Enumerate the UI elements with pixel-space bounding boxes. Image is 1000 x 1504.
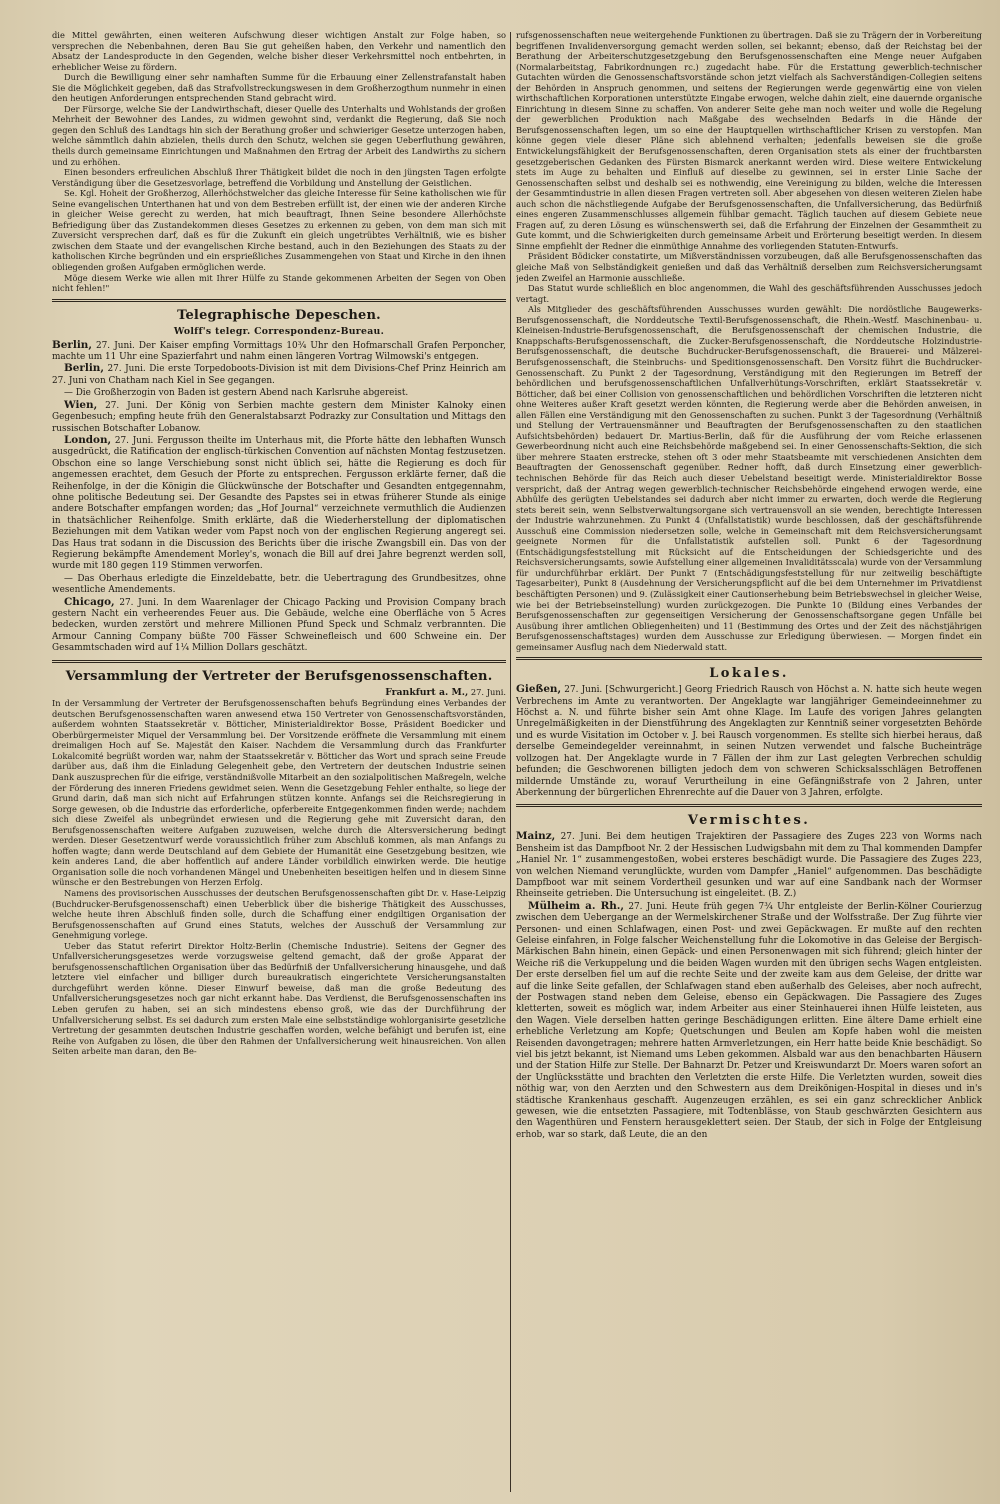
dispatch-place: Berlin, — [52, 338, 92, 351]
report-text: 27. Juni. [Schwurgericht.] Georg Friedrich Rausch von Höchst a. N. hatte sich heute wegen Verbrechens im Amte zu verantworten. Der Angeklagte war langjähriger Gemeindeeinnehmer zu Höchst a. N. und führte bisher sein Amt ohne Klage. Im Laufe des vorigen Jahres gelangten Unregelmäßigkeiten in der Dienstführung des Angeklagten zur Kenntniß seiner vorgesetzten Behörde und es wurde Visitation im October v. J. bei Rausch vorgenommen. Es stellte sich hierbei heraus, daß derselbe Gemeindegelder vereinnahmt, in seinen Nutzen verwendet und falsche Bucheinträge vollzogen hat. Der Angeklagte wurde in 7 Fällen der ihm zur Last gelegten Verbrechen schuldig befunden; die Geschworenen billigten jedoch dem von schweren Schicksalsschlägen Betroffenen mildernde Umstände zu, worauf Verurtheilung in eine Gefängnißstrafe von 2 Jahren, unter Aberkennung der bürgerlichen Ehrenrechte auf die Dauer von 3 Jahren, erfolgte. — [516, 685, 982, 798]
vermischtes-section — [516, 813, 982, 1141]
section-rule — [516, 804, 982, 807]
dispatch-text: — Die Großherzogin von Baden ist gestern Abend nach Karlsruhe abgereist. — [64, 388, 409, 399]
dispatch-text: 27. Juni. Fergusson theilte im Unterhaus mit, die Pforte hätte den lebhaften Wunsch ausgedrückt, die Ratification der englisch-türkischen Convention auf nächsten Montag festzusetzen. Obschon eine so lange Verschiebung sonst nicht üblich sei, hätte die Regierung es doch für angemessen erachtet, dem Gesuch der Pforte zu entsprechen. Fergusson erklärte ferner, daß die Reihenfolge, in der die Königin die Glückwünsche der Botschafter und Gesandten entgegennahm, ohne politische Bedeutung sei. Der Gesandte des Papstes sei in etwas früherer Stunde als einige andere Botschafter empfangen worden; das „Hof Journal“ verzeichnete vermuthlich die Audienzen in thatsächlicher Reihenfolge. Smith erklärte, daß die Wiederherstellung der diplomatischen Beziehungen mit dem Vatikan weder vom Papst noch von der englischen Regierung angeregt sei. Das Haus trat sodann in die Discussion des Berichts über die irische Zwangsbill ein. Das von der Regierung bekämpfte Amendement Morley's, wonach die Bill auf drei Jahre begrenzt werden soll, wurde mit 180 gegen 119 Stimmen verworfen. — [52, 435, 506, 572]
paragraph: Durch die Bewilligung einer sehr namhaften Summe für die Erbauung einer Zellenstrafanstalt haben Sie die Möglichkeit gegeben, daß das Strafvollstreckungswesen in dem Großherzogthum nunmehr in einen den heutigen Anforderungen entsprechenden Stand gebracht wird. — [52, 72, 506, 104]
section-rule — [52, 660, 506, 663]
section-subhead: Wolff's telegr. Correspondenz-Bureau. — [173, 325, 385, 337]
speech-continuation — [52, 30, 506, 294]
paragraph: Einen besonders erfreulichen Abschluß Ihrer Thätigkeit bildet die noch in den jüngsten Tagen erfolgte Verständigung über die Gesetzesvorlage, betreffend die Vorbildung und Anstellung der Geistlichen. — [52, 167, 506, 188]
section-rule — [52, 299, 506, 302]
paragraph: Ueber das Statut referirt Direktor Holtz-Berlin (Chemische Industrie). Seitens der Gegner des Unfallversicherungsgesetzes werde vorzugsweise geltend gemacht, daß der große Apparat der berufsgenossenschaftlichen Organisation über das Bedürfniß der Unfallversicherung hinausgehe, und daß letztere viel einfacher und billiger durch bureaukratisch eingerichtete Versicherungsanstalten durchgeführt werden könne. Dieser Einwurf beweise, daß man die große Bedeutung des Unfallversicherungsgesetzes noch gar nicht erkannt habe. Das Verdienst, die Berufsgenossenschaften ins Leben gerufen zu haben, sei an sich mindestens ebenso groß, wie das der Durchführung der Unfallversicherung selbst. Es sei dadurch zum ersten Male eine selbstständige wohlorganisirte gesetzliche Vertretung der gesammten deutschen Industrie geschaffen worden, welche befähigt und berufen ist, eine Reihe von Aufgaben zu lösen, die über den Rahmen der Unfallversicherung weit hinausreichen. Von allen Seiten arbeite man daran, den Be- — [52, 940, 506, 1057]
paragraph: Möge diesem Werke wie allen mit Ihrer Hülfe zu Stande gekommenen Arbeiten der Segen von Oben nicht fehlen!" — [52, 272, 506, 294]
dateline-date: 27. Juni. — [468, 686, 506, 697]
dispatch — [52, 387, 506, 399]
misc-report — [516, 901, 982, 1142]
dispatch-text: 27. Juni. Die erste Torpedoboots-Division ist mit dem Divisions-Chef Prinz Heinrich am 27. Juni von Chatham nach Kiel in See gegangen. — [52, 364, 506, 386]
paragraph: In der Versammlung der Vertreter der Berufsgenossenschaften behufs Begründung eines Verbandes der deutschen Berufsgenossenschaften waren anwesend etwa 150 Vertreter von Genossenschaftsvorständen, außerdem wohnten Staatssekretär v. Bötticher, Ministerialdirektor Bosse, Präsident Boedicker und Oberbürgermeister Miquel der Versammlung bei. Der Vorsitzende eröffnete die Versammlung mit einem dreimaligen Hoch auf Se. Majestät den Kaiser. Nachdem die Versammlung durch das Frankfurter Lokalcomité begrüßt worden war, nahm der Staatssekretär v. Bötticher das Wort und sprach seine Freude darüber aus, daß ihm die Einladung Gelegenheit gebe, den Vertretern der deutschen Industrie seinen Dank auszusprechen für die eifrige, verständnißvolle Mitarbeit an den sozialpolitischen Maßregeln, welche der Förderung des inneren Friedens gewidmet seien. Wenn die Gesetzgebung Fehler enthalte, so liege der Grund darin, daß man sich nicht auf Erfahrungen stützen konnte. Anfangs sei die Reichsregierung in Sorge gewesen, ob die Industrie das erforderliche, opferbereite Entgegenkommen finden werde; nachdem sich diese Zweifel als unbegründet erwiesen und die Regierung gehe mit Zuversicht daran, den Berufsgenossenschaften weitere Aufgaben zuzuweisen, welche durch die Altersversicherung bedingt werden. Dieser Gesetzentwurf werde voraussichtlich früher zum Abschluß kommen, als man Anfangs zu hoffen wagte; dann werde Deutschland auf dem Gebiete der Humanität eine Gesetzgebung besitzen, wie kein anderes Land, die aber hoffentlich auf andere Länder vorbildlich einwirken werde. Die heutige Organisation solle die noch vorhandenen Mängel und Unebenheiten beseitigen helfen und in diesem Sinne wünsche er den Bestrebungen von Herzen Erfolg. — [52, 698, 506, 888]
assembly-continuation — [516, 30, 982, 652]
column-divider — [510, 32, 511, 1492]
dispatch — [52, 435, 506, 573]
paragraph: Das Statut wurde schließlich en bloc angenommen, die Wahl des geschäftsführenden Ausschusses jedoch vertagt. — [516, 283, 982, 304]
paragraph: Der Fürsorge, welche Sie der Landwirthschaft, dieser Quelle des Unterhalts und Wohlstands der großen Mehrheit der Bewohner des Landes, zu widmen gewohnt sind, verdankt die Regierung, daß Sie noch gegen den Schluß des Landtags hin sich der Berathung großer und schwieriger Gesetze unterzogen haben, welche sämmtlich dahin abzielen, theils durch den Schutz, welchen sie gegen Ueberfluthung gewähren, theils durch gemeinsame Einrichtungen und Maßnahmen den Ertrag der Arbeit des Landwirths zu sichern und zu erhöhen. — [52, 103, 506, 167]
dispatch-text: 27. Juni. In dem Waarenlager der Chicago Packing und Provision Company brach gestern Nacht ein verheerendes Feuer aus. Die Gebäude, welche eine Oberfläche von 5 Acres bedecken, wurden zerstört und mehrere Millionen Pfund Speck und Schmalz verbrannten. Die Armour Canning Company büßte 700 Fässer Schweinefleisch und 600 Schweine ein. Der Gesammtschaden wird auf 1¼ Million Dollars geschätzt. — [52, 597, 506, 654]
report-place: Gießen, — [516, 683, 562, 696]
dispatch-text: 27. Juni. Der Kaiser empfing Vormittags 10¾ Uhr den Hofmarschall Grafen Perponcher, machte um 11 Uhr eine Spazierfahrt und nahm einen längeren Vortrag Wilmowski's entgegen. — [52, 340, 506, 363]
section-rule — [516, 657, 982, 660]
dispatch — [52, 340, 506, 364]
local-report — [516, 684, 982, 799]
misc-report — [516, 831, 982, 900]
dispatch-place: Chicago, — [64, 595, 115, 608]
dateline-place: Frankfurt a. M., — [385, 686, 469, 698]
dispatch — [52, 400, 506, 435]
section-heading: Vermischtes. — [687, 813, 811, 829]
dispatch — [52, 573, 506, 597]
paragraph: Se. Kgl. Hoheit der Großherzog, Allerhöchstwelcher das gleiche Interesse für Seine katholischen wie für Seine evangelischen Unterthanen hat und von dem Bestreben erfüllt ist, der einen wie der anderen Kirche in gleicher Weise gerecht zu werden, hat mich beauftragt, Ihnen Seine besondere Allerhöchste Befriedigung über das Zustandekommen dieses Gesetzes zu erkennen zu geben, von dem man sich mit Zuversicht versprechen darf, daß es für die Zukunft ein gleich ungetrübtes Verhältniß, wie es bisher zwischen dem Staate und der evangelischen Kirche bestand, auch in den Beziehungen des Staats zu der katholischen Kirche begründen und ein ersprießliches Zusammengehen von Staat und Kirche in den ihnen obliegenden großen Aufgaben ermöglichen werde. — [52, 188, 506, 273]
report-text: 27. Juni. Heute früh gegen 7¾ Uhr entgleiste der Berlin-Kölner Courierzug zwischen dem Uebergange an der Wermelskirchener Straße und der Wolfsstraße. Der Zug führte vier Personen- und einen Schlafwagen, einen Post- und zwei Gepäckwagen. Er mußte auf den rechten Geleise einfahren, in Folge falscher Weichenstellung fuhr die Lokomotive in das Geleise der Bergisch-Märkischen Bahn hinein, einen Gepäck- und einen Personenwagen mit sich führend; gleich hinter der Weiche riß die Verkuppelung und die beiden Wagen wurden mit den übrigen sechs Wagen entgleisten. Der erste derselben fiel um auf die rechte Seite und der zweite kam aus dem Geleise, der dritte war auf die linke Seite gefallen, der Schlafwagen stand eben außerhalb des Geleises, aber noch aufrecht, der Postwagen stand neben dem Geleise, ebenso ein Gepäckwagen. Die Passagiere des Zuges kletterten, soweit es möglich war, indem Arbeiter aus einer Steinhauerei ihnen Hülfe leisteten, aus den Wagen. Viele derselben hatten geringe Beschädigungen erlitten. Eine ältere Dame erhielt eine erhebliche Verletzung am Kopfe; Quetschungen und Beulen am Kopfe haben wohl die meisten Reisenden davongetragen; mehrere hatten Armverletzungen, ein Herr hatte beide Knie beschädigt. So viel bis jetzt bekannt, ist Niemand ums Leben gekommen. Alsbald war aus den benachbarten Häusern und der Station Hilfe zur Stelle. Der Bahnarzt Dr. Petzer und Kreiswundarzt Dr. Moers waren sofort an der Unglücksstätte und brachten den Verletzten die erste Hilfe. Die Verletzten wurden, soweit dies nöthig war, von den Aerzten und den Schwestern aus dem Dreikönigen-Hospital in dieses und in's städtische Krankenhaus geschafft. Augenzeugen erzählen, es sei ein ganz schrecklicher Anblick gewesen, wie die entsetzten Passagiere, mit Todtenblässe, von Staub geschwärzten Gesichtern aus den Wagenthüren und Fenstern herausgeklettert seien. Der Staub, der sich in Folge der Entgleisung erhob, war so stark, daß Leute, die an den — [516, 901, 982, 1140]
paragraph: rufsgenossenschaften neue weitergehende Funktionen zu übertragen. Daß sie zu Trägern der in Vorbereitung begriffenen Invalidenversorgung gemacht werden sollen, sei bekannt; ebenso, daß der Reichstag bei der Berathung der Arbeiterschutzgesetzgebung den Berufsgenossenschaften eine Menge neuer Aufgaben (Normalarbeitstag, Fabrikordnungen rc.) zugedacht habe. Für die Erstattung gewerblich-technischer Gutachten würden die Genossenschaftsvorstände schon jetzt vielfach als Sachverständigen-Collegien seitens der Behörden in Anspruch genommen, und seitens der Regierungen werde gegenwärtig eine von vielen wirthschaftlichen Korporationen unterstützte Eingabe erwogen, welche dahin zielt, eine dauernde organische Einrichtung in diesem Sinne zu schaffen. Von anderer Seite gehe man noch weiter und wolle die Regelung der gewerblichen Produktion nach Maßgabe des wechselnden Bedarfs in die Hände der Berufsgenossenschaften legen, um so eine der Hauptquellen wirthschaftlicher Krisen zu verstopfen. Man könne gegen viele dieser Pläne sich ablehnend verhalten; jedenfalls beweisen sie die große Entwickelungsfähigkeit der Berufsgenossenschaften, deren Organisation stets als einer der fruchtbarsten gesetzgeberischen Gedanken des Fürsten Bismarck anerkannt werden wird. Diese weitere Entwickelung stets im Auge zu behalten und Einfluß auf dieselbe zu gewinnen, sei in erster Linie Sache der Genossenschaften selbst und deshalb sei es nothwendig, eine Vereinigung zu bilden, welche die Interessen der Gesammtindustrie in allen diesen Fragen vertreten soll. Aber abgesehen von diesen weiteren Zielen habe auch schon die nächstliegende Aufgabe der Berufsgenossenschaften, die Unfallversicherung, das Bedürfniß eines engeren Zusammenschlusses allgemein fühlbar gemacht. Täglich tauchen auf diesem Gebiete neue Fragen auf, zu deren Lösung es wünschenswerth sei, daß die Erfahrung der Einzelnen der Gesammtheit zu Gute kommt, und die Schwierigkeiten durch gemeinsame Arbeit und Erörterung beseitigt werden. In diesem Sinne empfiehlt der Redner die einmüthige Annahme des vorliegenden Statuten-Entwurfs. — [516, 30, 982, 251]
section-heading: Versammlung der Vertreter der Berufsgenossenschaften. — [65, 668, 493, 684]
report-place: Mainz, — [516, 830, 556, 843]
dispatch-text: 27. Juni. Der König von Serbien machte gestern dem Minister Kalnoky einen Gegenbesuch; empfing heute früh den Generalstabsarzt Podrazky zur Consultation und Mittags den russischen Botschafter Lobanow. — [52, 400, 506, 434]
dispatch-place: Wien, — [64, 398, 98, 411]
dispatch-place: London, — [64, 433, 112, 446]
right-column — [516, 30, 982, 1494]
section-heading: Lokales. — [709, 666, 789, 682]
lokales-section — [516, 666, 982, 799]
dispatch — [52, 597, 506, 655]
paragraph: Präsident Bödicker constatirte, um Mißverständnissen vorzubeugen, daß alle Berufsgenossenschaften das gleiche Maß von Selbständigkeit genießen und daß das Verhältniß derselben zum Reichsversicherungsamt jeden Zweifel an Harmonie ausschließe. — [516, 251, 982, 283]
left-column — [52, 30, 506, 1494]
paragraph: die Mittel gewährten, einen weiteren Aufschwung dieser wichtigen Anstalt zur Folge haben, so versprechen die Nebenbahnen, deren Bau Sie gut geheißen haben, den Verkehr und namentlich den Absatz der Landesproducte in den Gegenden, welche bisher dieser Verkehrsmittel noch entbehrten, in erheblicher Weise zu fördern. — [52, 30, 506, 72]
assembly-section — [52, 669, 506, 1057]
paragraph: Namens des provisorischen Ausschusses der deutschen Berufsgenossenschaften gibt Dr. v. Hase-Leipzig (Buchdrucker-Berufsgenossenschaft) einen Ueberblick über die bisherige Thätigkeit des Ausschusses, welche heute ihren Abschluß finden solle, durch die Schaffung einer endgiltigen Organisation der Berufsgenossenschaften auf Grund eines Statuts, welches der Ausschuß der Versammlung zur Genehmigung vorlege. — [52, 887, 506, 941]
dispatch-text: — Das Oberhaus erledigte die Einzeldebatte, betr. die Uebertragung des Grundbesitzes, ohne wesentliche Amendements. — [52, 573, 506, 596]
report-place: Mülheim a. Rh., — [528, 899, 625, 912]
report-text: 27. Juni. Bei dem heutigen Trajektiren der Passagiere des Zuges 223 von Worms nach Bensheim ist das Dampfboot Nr. 2 der Hessischen Ludwigsbahn mit dem zu Thal kommenden Dampfer „Haniel Nr. 1“ zusammengestoßen, wobei ersteres beschädigt wurde. Die Passagiere des Zuges 223, von welchen Niemand verunglückte, wurden vom Dampfer „Haniel“ aufgenommen. Das beschädigte Dampfboot war mit seinem Vordertheil gesunken und war auf eine Sandbank nach der Wormser Rheinseite getrieben. Die Untersuchung ist eingeleitet. (B. Z.) — [516, 832, 982, 900]
section-heading: Telegraphische Depeschen. — [177, 307, 381, 323]
paragraph: Als Mitglieder des geschäftsführenden Ausschusses wurden gewählt: Die nordöstliche Baugewerks-Berufsgenossenschaft, die Norddeutsche Textil-Berufsgenossenschaft, die Rhein.-Westf. Maschinenbau- u. Kleineisen-Industrie-Berufsgenossenschaft, die Berufsgenossenschaft der chemischen Industrie, die Knappschafts-Berufsgenossenschaft, die Zucker-Berufsgenossenschaft, die Norddeutsche Holzindustrie-Berufsgenossenschaft, die deutsche Buchdrucker-Berufsgenossenschaft, die Brauerei- und Mälzerei-Berufsgenossenschaft, die Steinbruchs- und Speditionsgenossenschaft. Den Vorsitz führt die Buchdrucker-Genossenschaft. Zu Punkt 2 der Tagesordnung, Verständigung mit den Regierungen im Betreff der behördlichen und berufsgenossenschaftlichen Unfallverhütungs-Vorschriften, erklärt Staatssekretär v. Bötticher, daß bei einer Collision von genossenschaftlichen und behördlichen Vorschriften die letzteren nicht ohne Weiteres außer Kraft gesetzt werden könnten, die Regierung werde aber die Behörden anweisen, in allen Fällen eine Verständigung mit den Genossenschaften zu suchen. Punkt 3 der Tagesordnung (Verhältniß und Stellung der Vertrauensmänner und Beauftragten der Berufsgenossenschaften zu den staatlichen Aufsichtsbehörden) bedauert Dr. Martius-Berlin, daß für die Ausführung der vom Reiche erlassenen Gewerbeordnung nicht auch eine Reichsbehörde maßgebend sei. In einer Genossenschafts-Sektion, die sich über mehrere Staaten erstrecke, stehen oft 3 oder mehr Staatsbeamte mit verschiedenen Ansichten dem Beauftragten der Genossenschaft gegenüber. Redner hofft, daß durch Einsetzung einer gewerblich-technischen Behörde für das Reich auch dieser Uebelstand beseitigt werde. Ministerialdirektor Bosse verspricht, daß der Antrag wegen gewerblich-technischer Reichsbehörde eingehend erwogen werde, eine Abhülfe des gerügten Uebelstandes sei dadurch aber nicht immer zu erwarten, doch werde die Regierung stets bereit sein, wenn Selbstverwaltungsorgane sich vertrauensvoll an sie wenden, berechtigte Interessen der Industrie wahrzunehmen. Zu Punkt 4 (Unfallstatistik) wurde beschlossen, daß der geschäftsführende Ausschuß eine Commission niedersetzen solle, welche in Gemeinschaft mit dem Reichsversicherungsamt geeignete Normen für die Unfallstatistik aufstellen soll. Punkt 6 der Tagesordnung (Entschädigungsfeststellung mit Rücksicht auf die Entscheidungen der Schiedsgerichte und des Reichsversicherungsamts, sowie Aufstellung einer allgemeinen Invaliditätsscala) wurde von der Versammlung für undurchführbar erklärt. Der Punkt 7 (Entschädigungsfeststellung für nur zeitweilig beschäftigte Tagesarbeiter), Punkt 8 (Ausdehnung der Versicherungspflicht auf die bei dem Unternehmer im Privatdienst beschäftigten Personen) und 9. (Zulässigkeit einer Cautionserhebung beim Betriebswechsel in gleicher Weise, wie bei der Betriebseinstellung) wurden zurückgezogen. Die Punkte 10 (Bildung eines Verbandes der Berufsgenossenschaften zur gegenseitigen Versicherung der Genossenschaftsorgane gegen Unfälle bei Ausübung ihrer amtlichen Obliegenheiten) und 11 (Bestimmung des Ortes und der Zeit des nächstjährigen Berufsgenossenschaftstages) wurden dem Ausschusse zur Erledigung überwiesen. — Morgen findet ein gemeinsamer Ausflug nach dem Niederwald statt. — [516, 304, 982, 652]
dispatch-place: Berlin, — [64, 362, 104, 375]
dispatch — [52, 363, 506, 387]
dateline — [52, 687, 506, 699]
telegraph-section — [52, 308, 506, 655]
